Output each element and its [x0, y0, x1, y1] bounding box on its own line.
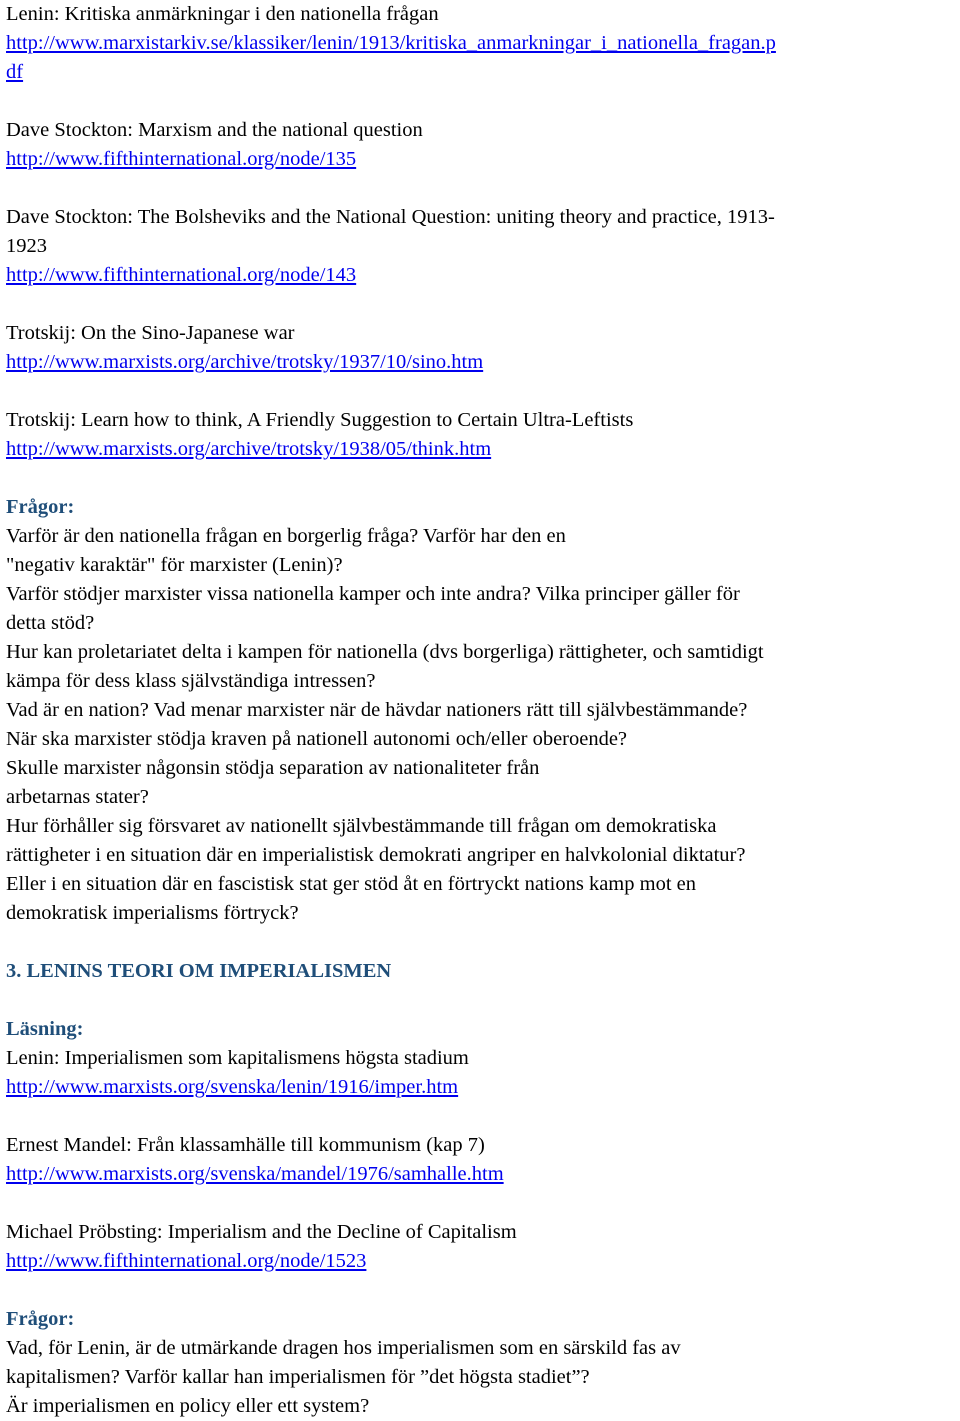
reading-entry	[6, 319, 954, 377]
questions-heading: Frågor:	[6, 1308, 75, 1330]
entry-link[interactable]: http://www.marxistarkiv.se/klassiker/lenin/1913/kritiska_anmarkningar_i_nationella_fragan.p	[6, 32, 776, 54]
entry-link[interactable]: http://www.fifthinternational.org/node/143	[6, 264, 357, 286]
entry-link[interactable]: http://www.fifthinternational.org/node/135	[6, 148, 357, 170]
entry-link[interactable]: http://www.marxists.org/svenska/mandel/1976/samhalle.htm	[6, 1163, 504, 1185]
question-line: När ska marxister stödja kraven på nationell autonomi och/eller oberoende?	[6, 728, 628, 750]
questions-block	[6, 1305, 954, 1421]
entry-link[interactable]: http://www.fifthinternational.org/node/1523	[6, 1250, 367, 1272]
question-line: Skulle marxister någonsin stödja separation av nationaliteter från	[6, 757, 540, 779]
question-line: kämpa för dess klass självständiga intressen?	[6, 670, 376, 692]
question-line: Är imperialismen en policy eller ett system?	[6, 1395, 370, 1417]
question-line: Eller i en situation där en fascistisk stat ger stöd åt en förtryckt nations kamp mot en	[6, 873, 696, 895]
reading-entry	[6, 116, 954, 174]
entry-title: Dave Stockton: Marxism and the national question	[6, 119, 423, 141]
question-line: Vad, för Lenin, är de utmärkande dragen hos imperialismen som en särskild fas av	[6, 1337, 681, 1359]
entry-title: Ernest Mandel: Från klassamhälle till kommunism (kap 7)	[6, 1134, 485, 1156]
entry-title: Lenin: Imperialismen som kapitalismens högsta stadium	[6, 1047, 469, 1069]
entry-title: Trotskij: On the Sino-Japanese war	[6, 322, 295, 344]
question-line: "negativ karaktär" för marxister (Lenin)?	[6, 554, 343, 576]
question-line: arbetarnas stater?	[6, 786, 149, 808]
reading-entry	[6, 1044, 954, 1102]
entry-title-continued: 1923	[6, 235, 47, 257]
entry-link[interactable]: http://www.marxists.org/archive/trotsky/1937/10/sino.htm	[6, 351, 484, 373]
entry-link[interactable]: http://www.marxists.org/svenska/lenin/1916/imper.htm	[6, 1076, 459, 1098]
reading-entry	[6, 1218, 954, 1276]
question-line: Varför stödjer marxister vissa nationella kamper och inte andra? Vilka principer gäller för	[6, 583, 740, 605]
question-line: Hur förhåller sig försvaret av nationellt självbestämmande till frågan om demokratiska	[6, 815, 717, 837]
entry-title: Lenin: Kritiska anmärkningar i den nationella frågan	[6, 3, 439, 25]
section-title: 3. LENINS TEORI OM IMPERIALISMEN	[6, 960, 392, 982]
reading-entry	[6, 1131, 954, 1189]
question-line: demokratisk imperialisms förtryck?	[6, 902, 299, 924]
question-line: Hur kan proletariatet delta i kampen för nationella (dvs borgerliga) rättigheter, och samtidigt	[6, 641, 764, 663]
reading-entry	[6, 0, 954, 87]
entry-link-continued[interactable]: df	[6, 61, 24, 83]
entry-title: Trotskij: Learn how to think, A Friendly Suggestion to Certain Ultra-Leftists	[6, 409, 634, 431]
question-line: kapitalismen? Varför kallar han imperialismen för ”det högsta stadiet”?	[6, 1366, 590, 1388]
reading-entry	[6, 203, 954, 290]
question-line: detta stöd?	[6, 612, 95, 634]
reading-entry	[6, 406, 954, 464]
questions-block	[6, 493, 954, 928]
question-line: rättigheter i en situation där en imperialistisk demokrati angriper en halvkolonial diktatur?	[6, 844, 746, 866]
entry-title: Michael Pröbsting: Imperialism and the Decline of Capitalism	[6, 1221, 517, 1243]
reading-heading: Läsning:	[6, 1018, 84, 1040]
question-line: Vad är en nation? Vad menar marxister när de hävdar nationers rätt till självbestämmande?	[6, 699, 748, 721]
entry-link[interactable]: http://www.marxists.org/archive/trotsky/1938/05/think.htm	[6, 438, 492, 460]
question-line: Varför är den nationella frågan en borgerlig fråga? Varför har den en	[6, 525, 566, 547]
entry-title: Dave Stockton: The Bolsheviks and the National Question: uniting theory and practice, 1913-	[6, 206, 775, 228]
questions-heading: Frågor:	[6, 496, 75, 518]
